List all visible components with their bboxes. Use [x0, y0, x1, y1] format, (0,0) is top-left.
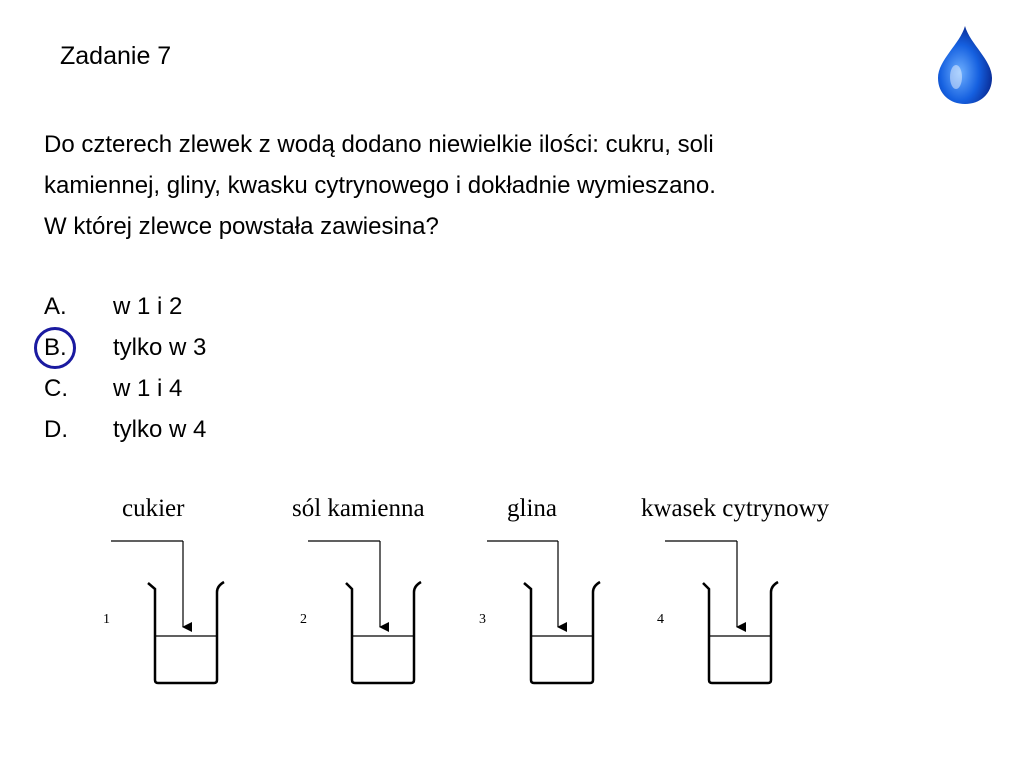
question-line-3: W której zlewce powstała zawiesina?	[44, 213, 439, 240]
answer-letter: C.	[44, 375, 68, 402]
answer-text: w 1 i 2	[113, 293, 183, 320]
answer-letter: B.	[44, 334, 67, 361]
beaker-label-4: kwasek cytrynowy	[641, 495, 830, 522]
beaker-2	[308, 541, 421, 683]
beaker-number-3: 3	[479, 612, 486, 627]
task-title: Zadanie 7	[60, 42, 172, 70]
beaker-number-2: 2	[300, 612, 307, 627]
beaker-number-4: 4	[657, 612, 664, 627]
beaker-label-1: cukier	[122, 495, 185, 522]
beaker-4	[665, 541, 778, 683]
answer-text: w 1 i 4	[113, 375, 183, 402]
beaker-3	[487, 541, 600, 683]
answer-letter: D.	[44, 416, 68, 443]
beaker-label-3: glina	[507, 495, 557, 522]
beaker-1	[111, 541, 224, 683]
question-line-2: kamiennej, gliny, kwasku cytrynowego i dokładnie wymieszano.	[44, 172, 716, 199]
answer-text: tylko w 3	[113, 334, 207, 361]
question-line-1: Do czterech zlewek z wodą dodano niewielkie ilości: cukru, soli	[44, 131, 714, 158]
answer-text: tylko w 4	[113, 416, 207, 443]
beaker-number-1: 1	[103, 612, 110, 627]
answer-letter: A.	[44, 293, 67, 320]
beaker-label-2: sól kamienna	[292, 495, 425, 522]
